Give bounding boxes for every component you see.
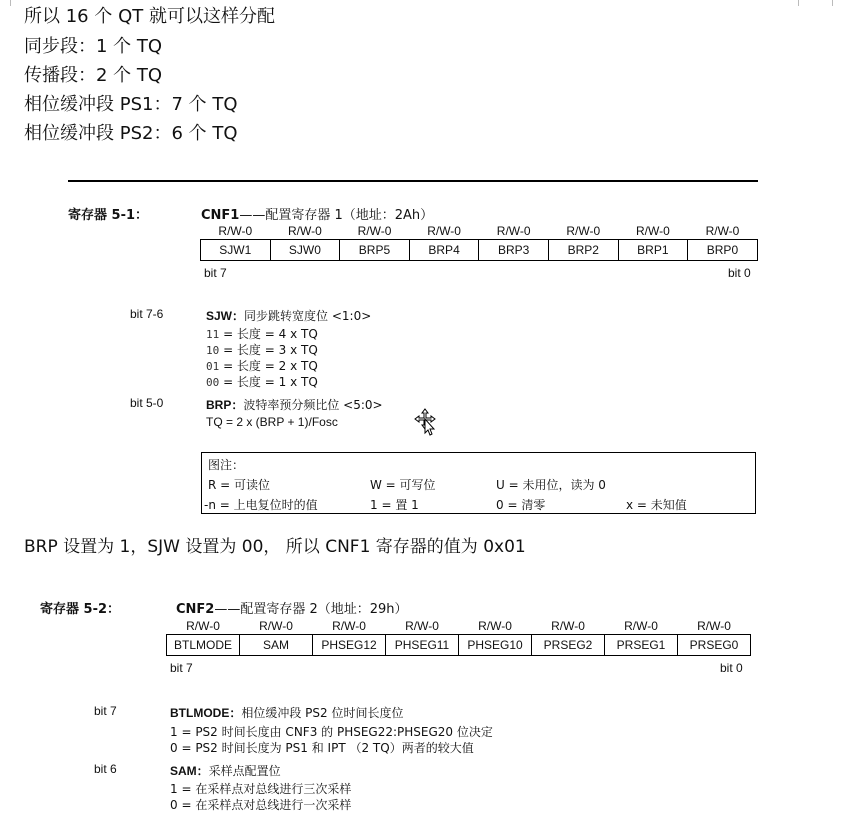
reg1-bit-cell: BRP4 (409, 240, 479, 261)
reg2-bit-cell: SAM (240, 635, 313, 656)
sjw-code: 11 (206, 328, 220, 341)
reg2-access: R/W-0 (186, 618, 220, 633)
reg1-bit-table (200, 222, 758, 261)
reg2-title-rest: ——配置寄存器 2（地址：29h） (214, 602, 408, 617)
reg2-access: R/W-0 (405, 618, 439, 633)
reg1-access: R/W-0 (566, 223, 601, 238)
reg1-access: R/W-0 (288, 223, 322, 238)
reg1-access: R/W-0 (427, 223, 461, 238)
reg1-access: R/W-0 (218, 223, 253, 238)
cnf1-value-note: BRP 设置为 1，SJW 设置为 00， 所以 CNF1 寄存器的值为 0x01 (24, 537, 526, 557)
sjw-option (206, 358, 318, 375)
btlmode-desc: 相位缓冲段 PS2 位时间长度位 (241, 706, 404, 720)
sjw-code: 10 (206, 344, 220, 357)
legend-set: 1 = 置 1 (370, 498, 419, 512)
reg2-bit-cell: PHSEG12 (313, 635, 386, 656)
sjw-name: SJW： (206, 309, 245, 323)
legend-unknown: x = 未知值 (626, 498, 687, 512)
section-divider (68, 180, 758, 182)
reg2-bit-cell: PRSEG1 (605, 635, 678, 656)
legend-unused: U = 未用位，读为 0 (496, 478, 606, 492)
legend-clear: 0 = 清零 (496, 498, 546, 512)
reg1-access: R/W-0 (705, 223, 740, 238)
reg2-access: R/W-0 (551, 618, 585, 633)
reg2-access: R/W-0 (624, 618, 658, 633)
reg1-bit-cell: BRP3 (479, 240, 549, 261)
reg1-bit-cell: BRP5 (340, 240, 410, 261)
page-edge-mark (798, 0, 799, 6)
legend-box (201, 452, 756, 514)
page-edge-mark (832, 0, 833, 6)
reg1-label: 寄存器 5-1： (68, 208, 149, 223)
reg1-name: CNF1 (201, 208, 240, 223)
btlmode-option-1: 1 = PS2 时间长度由 CNF3 的 PHSEG22:PHSEG20 位决定 (170, 725, 493, 739)
intro-line-5: 相位缓冲段 PS2：6 个 TQ (24, 123, 238, 144)
sam-option-0: 0 = 在采样点对总线进行一次采样 (170, 798, 352, 812)
reg1-bit-hi: bit 7 (204, 266, 227, 280)
reg2-bit-cell: BTLMODE (167, 635, 240, 656)
btlmode-bit: bit 7 (94, 704, 117, 718)
sjw-code: 00 (206, 376, 220, 389)
sam-bit: bit 6 (94, 762, 117, 776)
reg2-access: R/W-0 (332, 618, 366, 633)
brp-desc: 波特率预分频比位 <5:0> (243, 398, 383, 412)
reg1-bit-lo: bit 0 (728, 266, 751, 280)
reg2-bit-table (166, 617, 751, 656)
reg2-access: R/W-0 (697, 618, 731, 633)
sjw-option (206, 374, 318, 391)
reg1-title (201, 204, 433, 223)
sjw-text: = 长度 = 2 x TQ (219, 359, 318, 373)
intro-line-1: 所以 16 个 QT 就可以这样分配 (24, 6, 275, 27)
reg1-access: R/W-0 (635, 223, 670, 238)
reg2-name: CNF2 (176, 602, 215, 617)
sjw-desc: 同步跳转宽度位 <1:0> (244, 309, 372, 323)
intro-line-3: 传播段：2 个 TQ (24, 65, 163, 86)
reg2-bit-cell: PHSEG11 (386, 635, 459, 656)
btlmode-option-0: 0 = PS2 时间长度为 PS1 和 IPT （2 TQ）两者的较大值 (170, 741, 474, 755)
reg1-bit-cell: SJW1 (201, 240, 271, 261)
sam-option-1: 1 = 在采样点对总线进行三次采样 (170, 782, 352, 796)
legend-readable: R = 可读位 (208, 478, 271, 492)
reg2-label: 寄存器 5-2： (40, 602, 121, 617)
sam-desc: 采样点配置位 (208, 764, 281, 778)
sjw-bit-range: bit 7-6 (130, 307, 164, 321)
sjw-text: = 长度 = 3 x TQ (219, 343, 318, 357)
reg2-bit-lo: bit 0 (720, 661, 743, 675)
reg1-bit-cell: BRP2 (548, 240, 618, 261)
legend-title: 图注： (208, 458, 245, 472)
sam-heading (170, 762, 281, 779)
btlmode-name: BTLMODE： (170, 706, 242, 720)
sjw-code: 01 (206, 360, 220, 373)
intro-line-4: 相位缓冲段 PS1：7 个 TQ (24, 94, 238, 115)
reg2-bit-cell: PHSEG10 (459, 635, 532, 656)
btlmode-heading (170, 704, 403, 721)
brp-name: BRP： (206, 398, 244, 412)
reg1-title-rest: ——配置寄存器 1（地址：2Ah） (239, 208, 434, 223)
sam-name: SAM： (170, 764, 209, 778)
legend-reset-value: -n = 上电复位时的值 (204, 498, 318, 512)
reg1-bit-cell: BRP1 (618, 240, 688, 261)
reg1-bit-cell: BRP0 (688, 240, 758, 261)
reg1-access: R/W-0 (357, 223, 392, 238)
sjw-heading (206, 307, 371, 324)
sjw-option (206, 326, 318, 343)
reg1-bit-cell: SJW0 (270, 240, 340, 261)
brp-heading (206, 396, 383, 413)
sjw-text: = 长度 = 4 x TQ (219, 327, 318, 341)
reg1-access: R/W-0 (496, 223, 531, 238)
brp-formula: TQ = 2 x (BRP + 1)/Fosc (206, 415, 338, 429)
reg2-bit-hi: bit 7 (170, 661, 193, 675)
reg2-bit-cell: PRSEG2 (532, 635, 605, 656)
legend-writable: W = 可写位 (370, 478, 436, 492)
brp-bit-range: bit 5-0 (130, 396, 164, 410)
move-cursor-icon (414, 408, 438, 436)
reg2-bit-cell: PRSEG0 (678, 635, 751, 656)
sjw-option (206, 342, 318, 359)
reg2-access: R/W-0 (478, 618, 512, 633)
reg2-access: R/W-0 (259, 618, 293, 633)
intro-line-2: 同步段：1 个 TQ (24, 36, 163, 57)
page-edge-mark (10, 0, 11, 6)
sjw-text: = 长度 = 1 x TQ (219, 375, 318, 389)
reg2-title (176, 598, 408, 617)
